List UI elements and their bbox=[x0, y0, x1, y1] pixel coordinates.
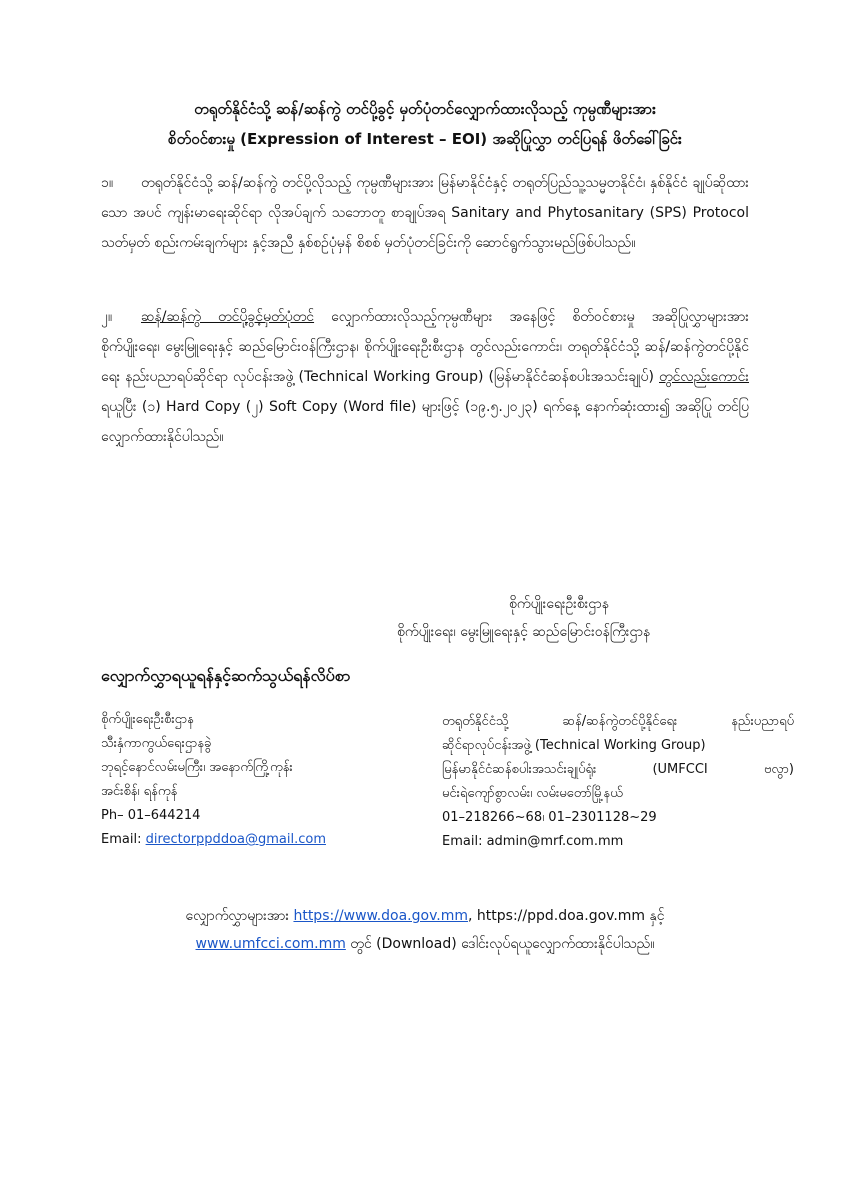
contact-left-line-1: စိုက်ပျိုးရေးဦးစီးဌာန bbox=[101, 712, 194, 727]
paragraph-2-underlined-phrase: ဆန်/ဆန်ကွဲ တင်ပို့ခွင့်မှတ်ပုံတင် bbox=[141, 309, 315, 325]
paragraph-1-text: တရုတ်နိုင်ငံသို့ ဆန်/ဆန်ကွဲ တင်ပို့လိုသည့် ကုမ္ပဏီများအား မြန်မာနိုင်ငံနှင့် တရုတ်ပြည်သူ့သမ္မတနိုင်ငံ၊ နှစ်နိုင်ငံ ချုပ်ဆိုထားသော အပင် ကျန်းမာရေးဆိုင်ရာ လိုအပ်ချက် သဘောတူ စာချုပ်အရ Sanitary and Phytosanitary (SPS) Protocol သတ်မှတ် စည်းကမ်းချက်များ နှင့်အညီ နှစ်စဉ်ပုံမှန် စိစစ် မှတ်ပုံတင်ခြင်းကို ဆောင်ရွက်သွားမည်ဖြစ်ပါသည်။ bbox=[101, 175, 749, 251]
signature-ministry: စိုက်ပျိုးရေး၊ မွေးမြူရေးနှင့် ဆည်မြောင်းဝန်ကြီးဌာန bbox=[397, 624, 651, 640]
paragraph-2-underlined-location: တွင်လည်းကောင်း bbox=[659, 369, 749, 385]
contact-heading: လျှောက်လွှာရယူရန်နှင့်ဆက်သွယ်ရန်လိပ်စာ bbox=[101, 666, 351, 685]
contact-right-line-2: ဆိုင်ရာလုပ်ငန်းအဖွဲ့ (Technical Working Group) bbox=[442, 738, 706, 753]
contact-left-phone: Ph– 01–644214 bbox=[101, 808, 201, 823]
contact-address-right bbox=[442, 710, 794, 854]
footer-link-doa[interactable]: https://www.doa.gov.mm bbox=[293, 908, 469, 924]
footer-line-2 bbox=[100, 930, 750, 958]
paragraph-1-number: ၁။ bbox=[101, 175, 114, 191]
contact-right-line-1: တရုတ်နိုင်ငံသို့ ဆန်/ဆန်ကွဲတင်ပို့နိုင်ရေး နည်းပညာရပ် bbox=[442, 714, 794, 729]
contact-left-line-4: အင်းစိန်၊ ရန်ကုန် bbox=[101, 784, 178, 799]
signature-department: စိုက်ပျိုးရေးဦးစီးဌာန bbox=[509, 596, 610, 612]
contact-right-phone: 01–218266~68၊ 01–2301128~29 bbox=[442, 810, 657, 825]
document-title-line-1: တရုတ်နိုင်ငံသို့ ဆန်/ဆန်ကွဲ တင်ပို့ခွင့် မှတ်ပုံတင်လျှောက်ထားလိုသည့် ကုမ္ပဏီများအား bbox=[194, 100, 656, 118]
document-title-line-2: စိတ်ဝင်စားမှု (Expression of Interest – EOI) အဆိုပြုလွှာ တင်ပြရန် ဖိတ်ခေါ်ခြင်း bbox=[168, 130, 682, 148]
contact-left-email-link[interactable]: directorppddoa@gmail.com bbox=[145, 832, 326, 847]
contact-right-email: Email: admin@mrf.com.mm bbox=[442, 834, 624, 849]
contact-right-line-4: မင်းရဲကျော်စွာလမ်း၊ လမ်းမတော်မြို့နယ် bbox=[442, 786, 623, 801]
footer-suffix: တွင် (Download) ဒေါင်းလုပ်ရယူလျှောက်ထားနိုင်ပါသည်။ bbox=[345, 936, 655, 952]
paragraph-2-text-part-1: လျှောက်ထားလိုသည့်ကုမ္ပဏီများ အနေဖြင့် စိတ်ဝင်စားမှု အဆိုပြုလွှာများအား စိုက်ပျိုးရေး၊ မွေးမြူရေးနှင့် ဆည်မြောင်းဝန်ကြီးဌာန၊ စိုက်ပျိုးရေးဦးစီးဌာန တွင်လည်းကောင်း၊ တရုတ်နိုင်ငံသို့ ဆန်/ဆန်ကွဲတင်ပို့နိုင်ရေး နည်းပညာရပ်ဆိုင်ရာ လုပ်ငန်းအဖွဲ့ (Technical Working Group) (မြန်မာနိုင်ငံဆန်စပါးအသင်းချုပ်) bbox=[101, 309, 749, 385]
paragraph-2-text-part-2: ရယူပြီး (၁) Hard Copy (၂) Soft Copy (Word file) များဖြင့် (၁၉.၅.၂၀၂၃) ရက်နေ့ နောက်ဆုံးထား၍ အဆိုပြု တင်ပြလျှောက်ထားနိုင်ပါသည်။ bbox=[101, 399, 749, 445]
contact-right-line-3: မြန်မာနိုင်ငံဆန်စပါးအသင်းချုပ်ရုံး (UMFCCI ဗလွာ) bbox=[442, 762, 794, 777]
contact-left-email-row bbox=[101, 828, 391, 852]
footer-line-1 bbox=[100, 902, 750, 930]
paragraph-1 bbox=[101, 168, 749, 258]
paragraph-2-number: ၂။ bbox=[101, 309, 113, 325]
contact-left-line-3: ဘုရင့်နောင်လမ်းမကြီး၊ အနောက်ကြို့ကုန်း bbox=[101, 760, 293, 775]
contact-left-line-2: သီးနှံကာကွယ်ရေးဌာနခွဲ bbox=[101, 736, 212, 751]
contact-left-email-label: Email: bbox=[101, 832, 146, 847]
footer-prefix: လျှောက်လွှာများအား bbox=[185, 908, 294, 924]
contact-address-left bbox=[101, 708, 391, 852]
paragraph-2 bbox=[101, 302, 749, 452]
footer-link-umfcci[interactable]: www.umfcci.com.mm bbox=[195, 936, 346, 952]
footer-middle: , https://ppd.doa.gov.mm နှင့် bbox=[468, 908, 665, 924]
